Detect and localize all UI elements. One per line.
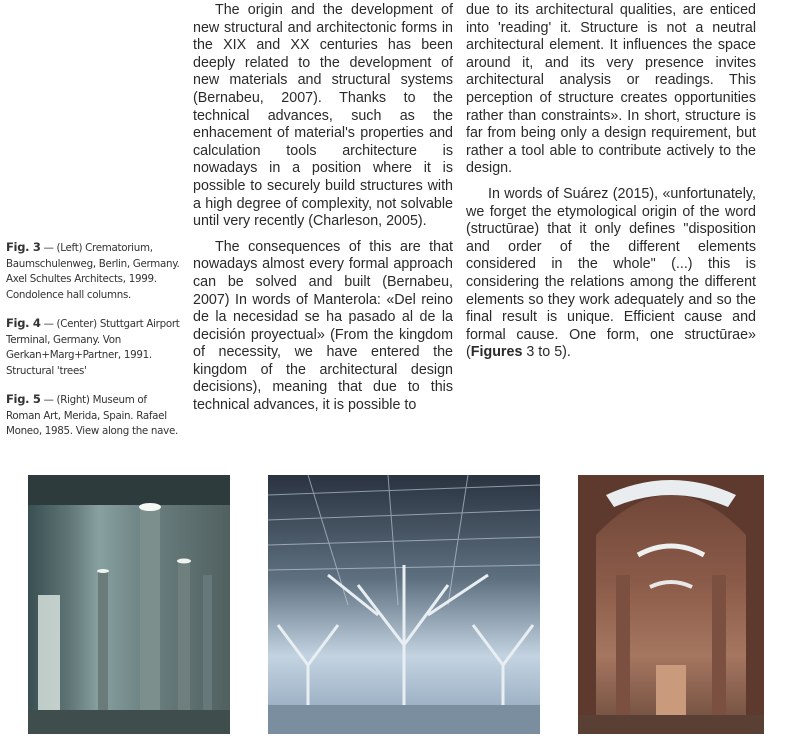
figure-captions [6, 240, 182, 453]
paragraph-text: In words of Suárez (2015), «unfortunately, we forget the etymological origin of the word (structūrae) that it only defines "disposition and order of the different elements considered in the whole" (...) this is considering the relations among the different elements so they work adequately and so the final result is unique. Efficient cause and formal cause. One form, one structūrae» ( [466, 185, 756, 361]
figure-reference-rest: 3 to 5). [522, 344, 571, 361]
paragraph: due to its architectural qualities, are enticed into 'reading' it. Structure is not a neutral architectural element. It influences the space around it, and its very presence invites architectural analysis or readings. This perception of structure creates opportunities rather than constraints». In short, structure is far from being only a design requirement, but rather a tool able to contribute actively to the design. [466, 2, 756, 177]
text-column-1 [193, 2, 453, 423]
figure-reference: Figures [470, 344, 523, 361]
caption-fig-5 [6, 392, 182, 440]
caption-text: — (Center) Stuttgart Airport Terminal, Germany. Von Gerkan+Marg+Partner, 1991. Structural 'trees' [6, 318, 180, 377]
figure-3-crematorium-photo [28, 475, 230, 734]
paragraph: The consequences of this are that nowadays almost every formal approach can be solved and built (Bernabeu, 2007) In words of Manterola: «Del reino de la necesidad se ha pasado al de la decisión proyectual» (From the kingdom of necessity, we have entered the kingdom of the architectural design decisions), meaning that due to this technical advances, it is possible to [193, 238, 453, 414]
caption-text: — (Right) Museum of Roman Art, Merida, Spain. Rafael Moneo, 1985. View along the nave. [6, 394, 178, 437]
caption-label: Fig. 4 [6, 316, 41, 330]
caption-text: — (Left) Crematorium, Baumschulenweg, Berlin, Germany. Axel Schultes Architects, 1999. Condolence hall columns. [6, 242, 180, 301]
caption-label: Fig. 3 [6, 240, 41, 254]
figure-5-roman-art-museum-photo [578, 475, 764, 734]
caption-fig-4 [6, 316, 182, 379]
caption-fig-3 [6, 240, 182, 303]
text-column-2 [466, 2, 756, 370]
paragraph: The origin and the development of new structural and architectonic forms in the XIX and XX centuries has been deeply related to the development of new materials and structural systems (Bernabeu, 2007). Thanks to the technical advances, such as the enhacement of material's properties and calculation tools architecture is nowadays in a position where it is possible to securely build structures with a high degree of complexity, not solvable until very recently (Charleson, 2005). [193, 2, 453, 230]
figure-4-airport-trees-photo [268, 475, 540, 734]
caption-label: Fig. 5 [6, 392, 41, 406]
paragraph [466, 186, 756, 362]
